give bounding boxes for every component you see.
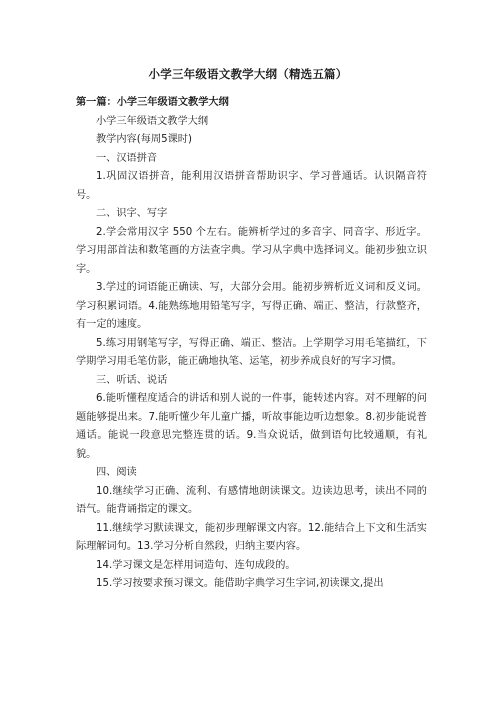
- paragraph: 11.继续学习默读课文，能初步理解课文内容。12.能结合上下文和生活实际理解词句。13.学习分析自然段，归纳主要内容。: [76, 522, 427, 552]
- paragraph: 6.能听懂程度适合的讲话和别人说的一件事，能转述内容。对不理解的问题能够提出来。7.能听懂少年儿童广播，听故事能边听边想象。8.初步能说普通话。能说一段意思完整连贯的话。9.当众说话，做到语句比较通顺，有礼貌。: [76, 393, 427, 460]
- paragraph: 3.学过的词语能正确读、写，大部分会用。能初步辨析近义词和反义词。学习积累词语。4.能熟练地用铅笔写字，写得正确、端正、整洁，行款整齐，有一定的速度。: [76, 282, 427, 330]
- document-body: [76, 94, 427, 594]
- subsection-heading: 三、听话、说话: [96, 374, 168, 386]
- paragraph: 小学三年级语文教学大纲: [96, 115, 209, 127]
- document-title: 小学三年级语文教学大纲（精选五篇）: [148, 67, 348, 81]
- section-title: 第一篇：小学三年级语文教学大纲: [76, 97, 229, 108]
- paragraph: 14.学习课文是怎样用词造句、连句成段的。: [96, 559, 296, 571]
- paragraph: 教学内容(每周5课时): [96, 134, 192, 145]
- paragraph: 15.学习按要求预习课文。能借助字典学习生字词,初读课文,提出: [96, 578, 384, 589]
- paragraph: 10.继续学习正确、流利、有感情地朗读课文。边读边思考，读出不同的语气。能背诵指定的课文。: [76, 485, 427, 515]
- paragraph: 5.练习用钢笔写字，写得正确、端正、整洁。上学期学习用毛笔描红，下学期学习用毛笔仿影，能正确地执笔、运笔，初步养成良好的写字习惯。: [76, 337, 427, 367]
- paragraph: 1.巩固汉语拼音，能利用汉语拼音帮助识字、学习普通话。认识隔音符号。: [76, 171, 427, 201]
- subsection-heading: 一、汉语拼音: [96, 152, 158, 164]
- subsection-heading: 二、识字、写字: [96, 208, 168, 219]
- paragraph: 2.学会常用汉字 550 个左右。能辨析学过的多音字、同音字、形近字。学习用部首法和数笔画的方法查字典。学习从字典中选择词义。能初步独立识字。: [76, 226, 427, 275]
- subsection-heading: 四、阅读: [96, 467, 137, 478]
